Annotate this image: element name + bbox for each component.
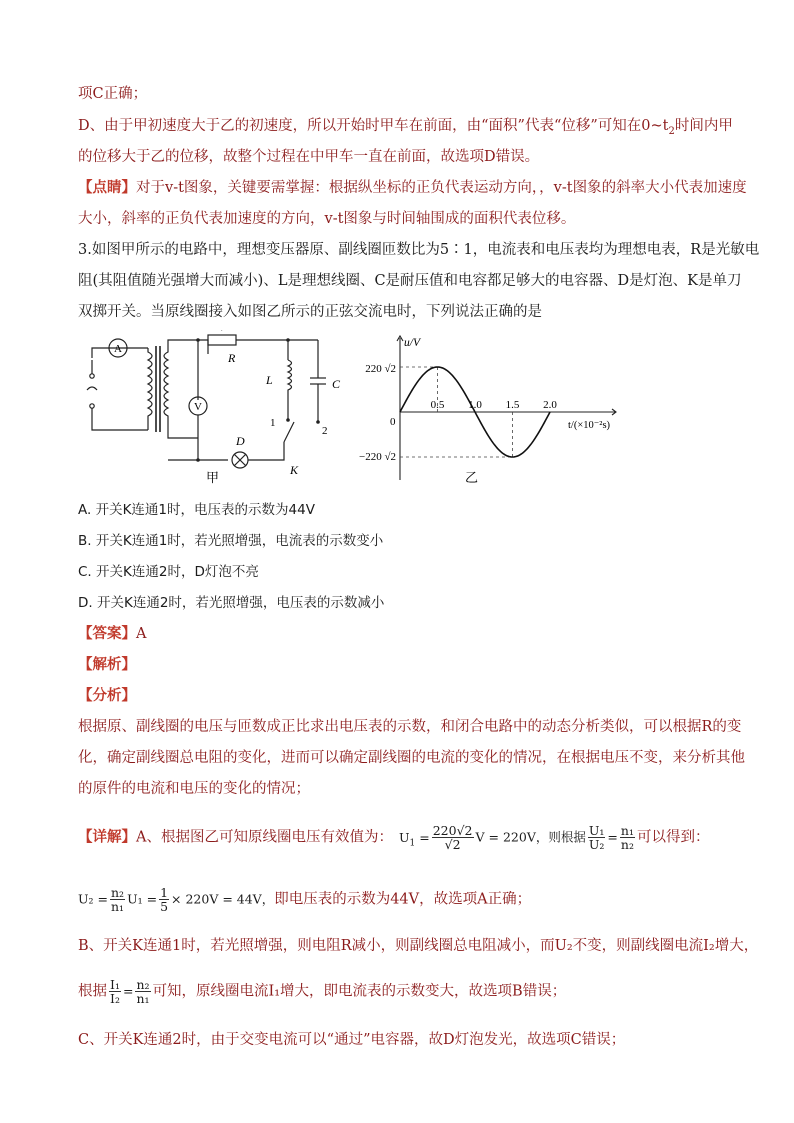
switch-label: K	[290, 463, 299, 477]
detail-a-conclusion: 即电压表的示数为44V，故选项A正确；	[274, 891, 532, 908]
line-4	[78, 178, 747, 198]
n2-n1-fraction: $\frac{\text{n₂}}{\text{n₁}}$	[111, 885, 125, 914]
detail-a-end: 可以得到：	[636, 829, 710, 846]
analysis-line-1: 根据原、副线圈的电压与匝数成正比求出电压表的示数，和闭合电路中的动态分析类似，可以根据R的变	[78, 719, 742, 735]
x-tick-label: 1.5	[505, 399, 520, 411]
ammeter-label: A	[114, 343, 122, 355]
detail-line-2	[78, 886, 531, 913]
origin-label: 0	[390, 416, 396, 428]
x-axis-label: t/(×10⁻²s)	[568, 420, 611, 431]
detail-b-pre: 根据	[78, 983, 107, 1000]
line-5: 大小，斜率的正负代表加速度的方向，v-t图象与时间轴围成的面积代表位移。	[78, 211, 576, 227]
line-2	[78, 116, 733, 142]
i-ratio-fraction: $\frac{\text{I₁}}{\text{I₂}}$	[110, 977, 120, 1006]
u-ratio-fraction: $\frac{\text{U₁}}{\text{U₂}}$	[588, 823, 605, 852]
analysis-line-3: 的原件的电流和电压的变化的情况；	[78, 781, 310, 797]
line-4-text: 对于v-t图象，关键要需掌握：根据纵坐标的正负代表运动方向，，v-t图象的斜率大小代表加速度	[136, 180, 747, 196]
y-max-label: 220 √2	[365, 363, 396, 375]
analysis-line-2: 化，确定副线圈总电阻的变化，进而可以确定副线圈的电流的变化的情况，在根据电压不变，来分析其他	[78, 750, 745, 766]
answer-value: A	[136, 626, 147, 642]
switch-pos-2: 2	[322, 425, 328, 437]
one-fifth-fraction: $\frac{1}{5}$	[160, 885, 169, 914]
line-2-text: D、由于甲初速度大于乙的初速度，所以开始时甲车在前面，由“面积”代表“位移”可知在0~t	[78, 118, 669, 134]
line-1: 项C正确；	[78, 86, 148, 102]
question-line-2: 阻(其阻值随光强增大而减小)、L是理想线圈、C是耐压值和电容都足够大的电容器、D是灯泡、K是单刀	[78, 273, 742, 289]
resistor-label: R	[228, 351, 236, 365]
fenxi-tag: 【分析】	[78, 687, 136, 704]
u1-result: V = 220V，则根据	[475, 829, 586, 845]
x-tick-label: 0.5	[430, 399, 445, 411]
y-min-label: −220 √2	[359, 451, 396, 463]
option-d: D. 开关K连通2时，若光照增强，电压表的示数减小	[78, 595, 385, 611]
option-a: A. 开关K连通1时，电压表的示数为44V	[78, 502, 315, 518]
n-ratio-fraction: $\frac{\text{n₁}}{\text{n₂}}$	[620, 823, 634, 852]
line-2-sub: 2	[668, 125, 675, 137]
u1-symbol: $U_1$ =	[398, 829, 430, 848]
u2-result: × 220V = 44V，	[171, 891, 275, 907]
voltmeter-label: V	[194, 401, 202, 413]
detail-b-end: 可知，原线圈电流I₁增大，即电流表的示数变大，故选项B错误；	[152, 983, 567, 1000]
lamp-label: D	[236, 434, 245, 448]
u1-fraction: $\frac{220√2}{√2}$	[432, 823, 473, 852]
capacitor-label: C	[332, 377, 341, 391]
u1-mid: U₁ =	[127, 891, 158, 907]
line-2-end: 时间内甲	[674, 118, 733, 134]
y-axis-label: u/V	[404, 337, 420, 349]
figure-yi-caption: 乙	[465, 470, 479, 485]
detail-a-text: A、根据图乙可知原线圈电压有效值为：	[136, 829, 393, 846]
x-tick-label: 2.0	[543, 399, 557, 411]
question-line-1: 3.如图甲所示的电路中，理想变压器原、副线圈匝数比为5∶1，电流表和电压表均为理想电表，R是光敏电	[78, 242, 760, 258]
sine-chart-yi	[340, 330, 630, 490]
u2-lhs: U₂ =	[78, 891, 108, 907]
answer-line	[78, 624, 146, 644]
switch-pos-1: 1	[270, 417, 276, 429]
x-tick-label: 1.0	[468, 399, 482, 411]
inductor-label: L	[266, 373, 273, 387]
detail-tag: 【详解】	[78, 828, 136, 846]
question-line-3: 双掷开关。当原线圈接入如图乙所示的正弦交流电时，下列说法正确的是	[78, 304, 542, 320]
detail-b-line-2: 根据 $\frac{\text{I₁}}{\text{I₂}}$ = $\frac{\text{n₂}}{\text{n₁}}$ 可知，原线圈电流I₁增大，即电流表的示数变大，故选项B错误；	[78, 977, 567, 1006]
answer-tag: 【答案】	[78, 625, 136, 642]
option-c: C. 开关K连通2时，D灯泡不亮	[78, 564, 259, 580]
figure-jia-caption: 甲	[206, 470, 220, 485]
detail-c-line: C、开关K连通2时，由于交变电流可以“通过”电容器，故D灯泡发光，故选项C错误；	[78, 1032, 626, 1048]
detail-b-line-1: B、开关K连通1时，若光照增强，则电阻R减小，则副线圈总电阻减小，而U₂不变，则副线圈电流I₂增大，	[78, 938, 759, 954]
n2-n1-fraction-b: $\frac{\text{n₂}}{\text{n₁}}$	[136, 977, 150, 1006]
dianjing-tag: 【点睛】	[78, 179, 136, 196]
detail-line-1: 【详解】A、根据图乙可知原线圈电压有效值为： $U_1$ = $\frac{220√2}{√2}$ V = 220V，则根据 $\frac{\text{U₁}}{\text{U₂}}$ = $\frac{\text{n₁}}{\text{n₂}}$ 可以得到：	[78, 823, 710, 852]
option-b: B. 开关K连通1时，若光照增强，电流表的示数变小	[78, 533, 384, 549]
line-3: 的位移大于乙的位移，故整个过程在中甲车一直在前面，故选项D错误。	[78, 149, 540, 165]
circuit-diagram-jia	[78, 330, 348, 490]
jiexi-tag: 【解析】	[78, 656, 136, 673]
